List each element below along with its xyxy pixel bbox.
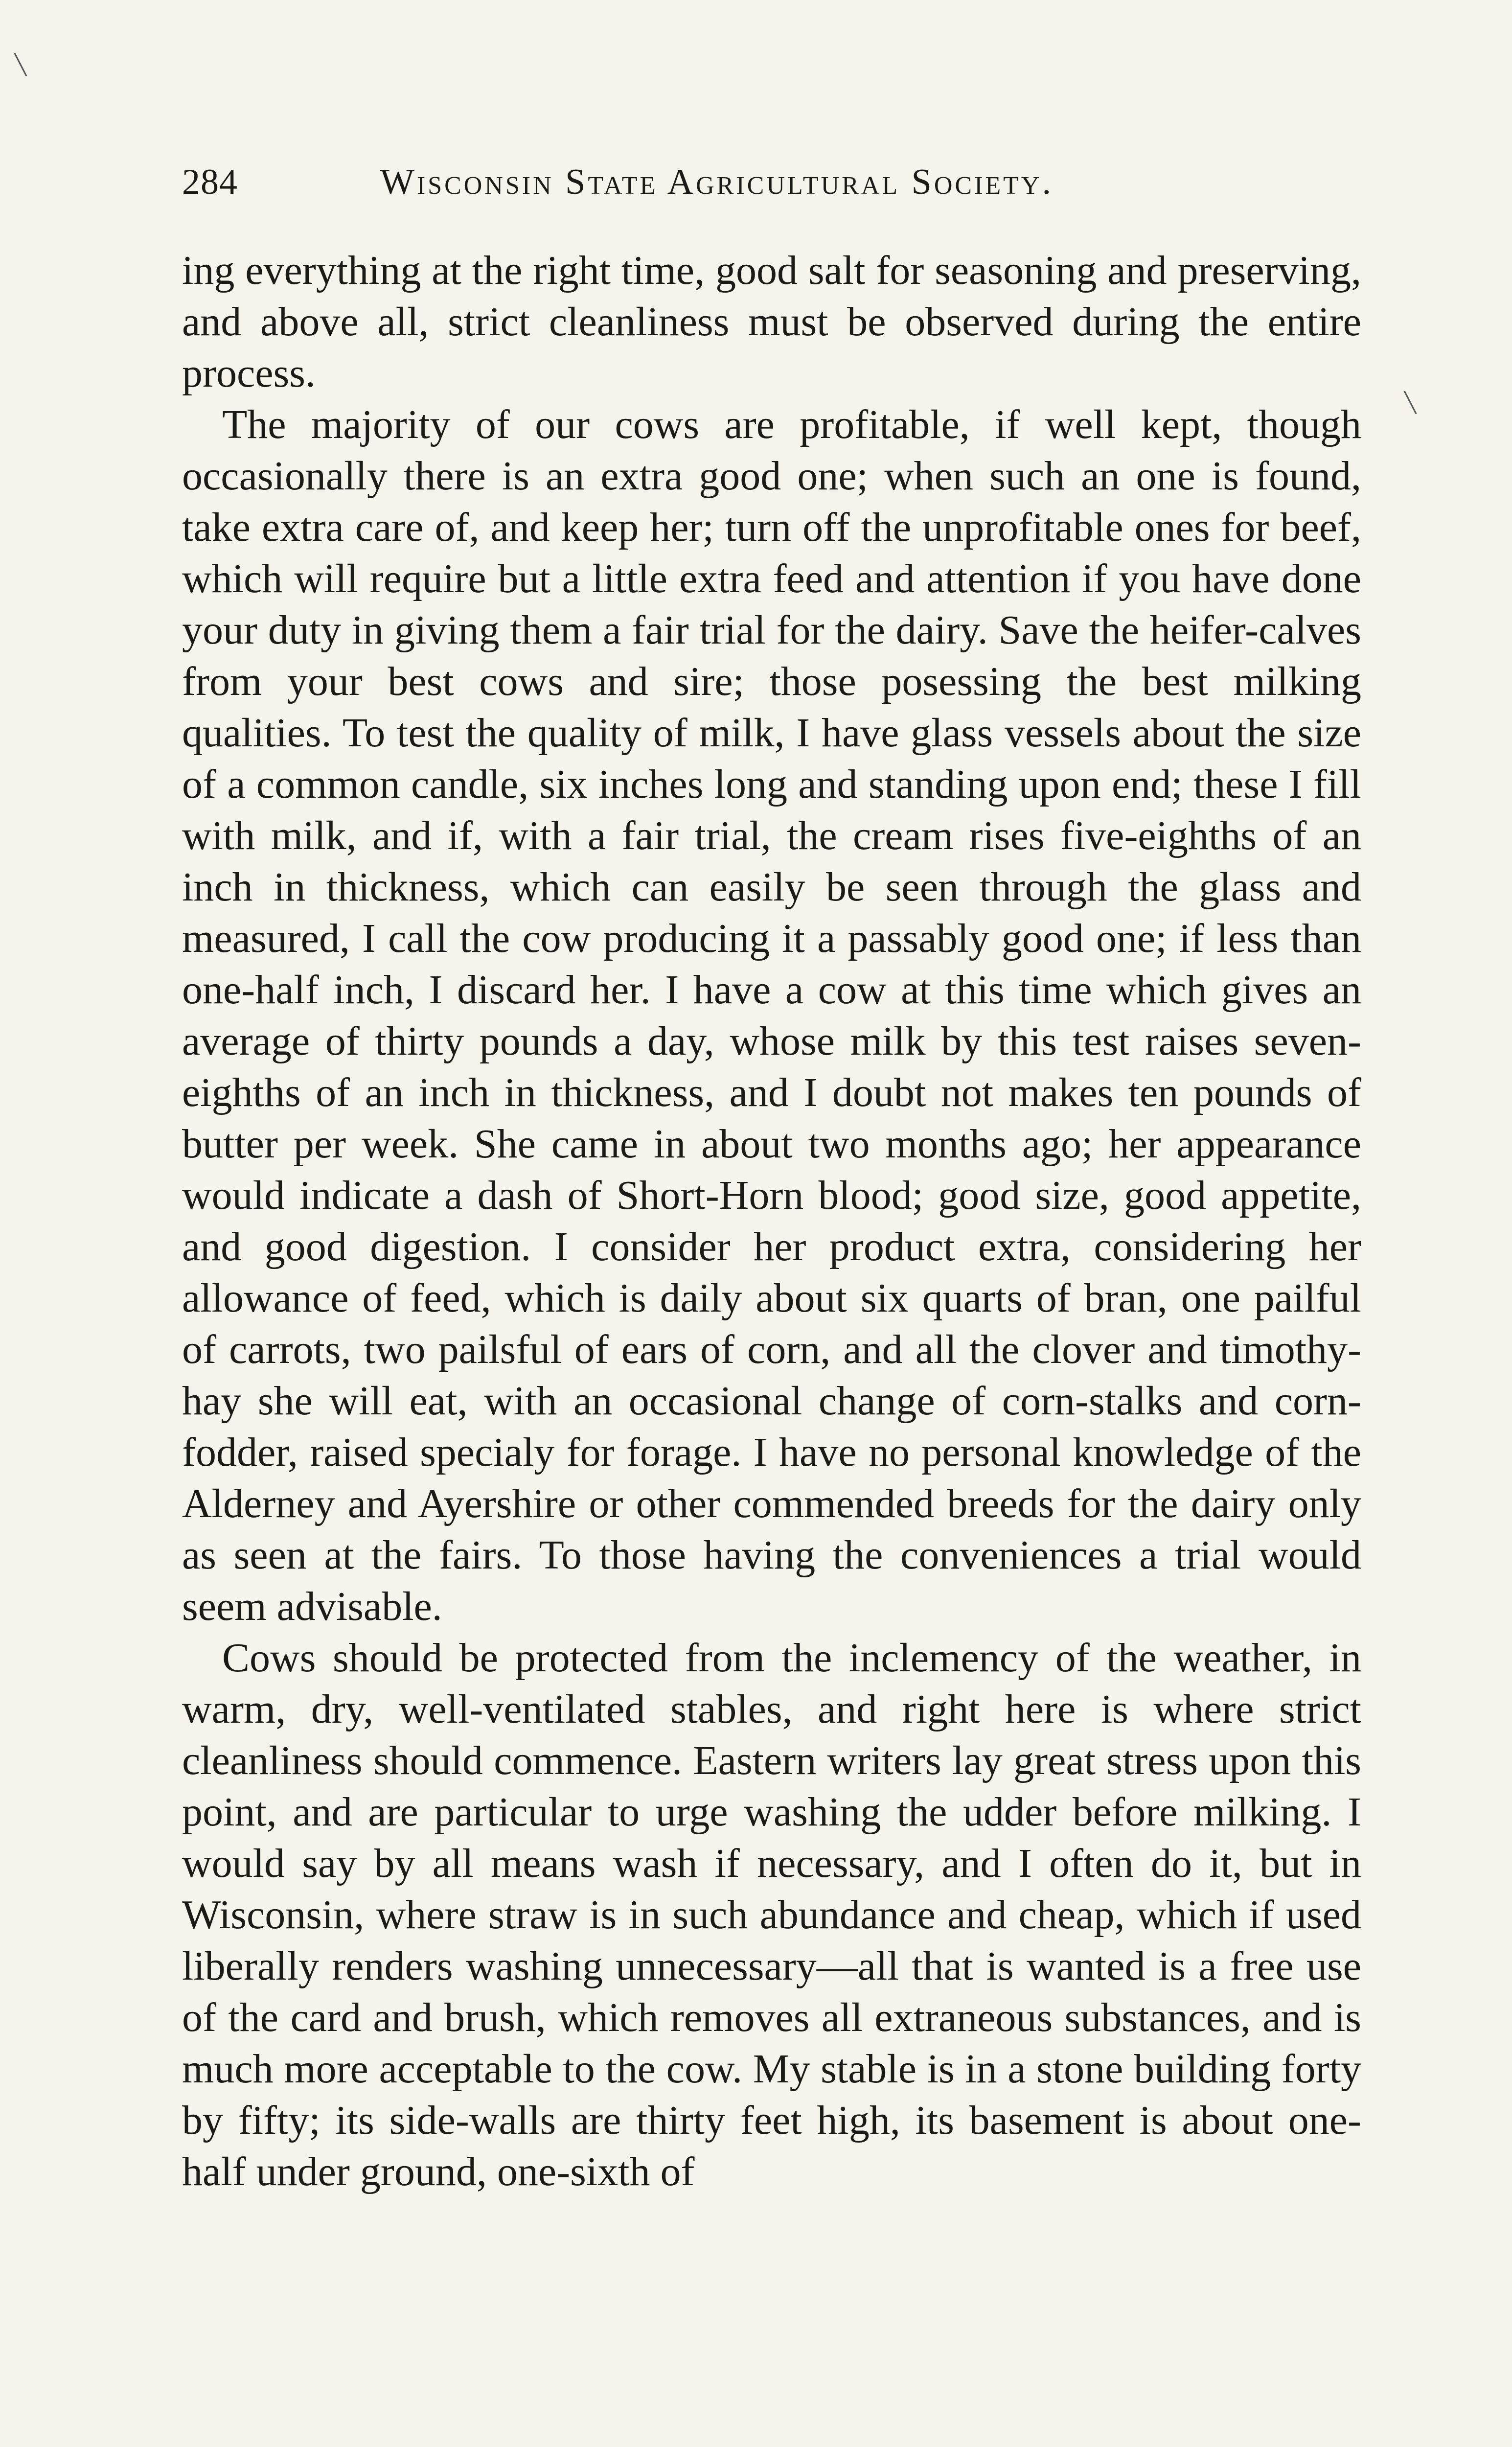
- paragraph-cows-profitable: The majority of our cows are profitable, if well kept, though occasionally there is an extra good one; when such an one is found, take extra care of, and keep her; turn off the unprofitable ones for beef, which will require but a little extra feed and attention if you have done your duty in giving them a fair trial for the dairy. Save the heifer-calves from your best cows and sire; those posessing the best milking qualities. To test the quality of milk, I have glass vessels about the size of a common candle, six inches long and standing upon end; these I fill with milk, and if, with a fair trial, the cream rises five-eighths of an inch in thickness, which can easily be seen through the glass and measured, I call the cow producing it a passably good one; if less than one-half inch, I discard her. I have a cow at this time which gives an average of thirty pounds a day, whose milk by this test raises seven-eighths of an inch in thickness, and I doubt not makes ten pounds of butter per week. She came in about two months ago; her appearance would indicate a dash of Short-Horn blood; good size, good appetite, and good digestion. I consider her product extra, considering her allowance of feed, which is daily about six quarts of bran, one pailful of carrots, two pailsful of ears of corn, and all the clover and timothy-hay she will eat, with an occasional change of corn-stalks and corn-fodder, raised specialy for forage. I have no personal knowledge of the Alderney and Ayershire or other commended breeds for the dairy only as seen at the fairs. To those having the conveniences a trial would seem advisable.: [182, 402, 1361, 1629]
- body-text: [182, 245, 1361, 2197]
- running-head: Wisconsin State Agricultural Society.: [380, 162, 1054, 202]
- scan-mark-icon: ╲: [15, 54, 27, 76]
- paragraph-cows-protected: Cows should be protected from the inclemency of the weather, in warm, dry, well-ventilated stables, and right here is where strict cleanliness should commence. Eastern writers lay great stress upon this point, and are particular to urge washing the udder before milking. I would say by all means wash if necessary, and I often do it, but in Wisconsin, where straw is in such abundance and cheap, which if used liberally renders washing unnecessary—all that is wanted is a free use of the card and brush, which removes all extraneous substances, and is much more acceptable to the cow. My stable is in a stone building forty by fifty; its side-walls are thirty feet high, its basement is about one-half under ground, one-sixth of: [182, 1635, 1361, 2194]
- scan-mark-icon: ╲: [1404, 392, 1417, 414]
- page-header: [182, 162, 1337, 220]
- paragraph-continued: ing everything at the right time, good salt for seasoning and preserving, and above all, strict cleanliness must be observed during the entire process.: [182, 248, 1361, 396]
- page-number: 284: [182, 162, 238, 202]
